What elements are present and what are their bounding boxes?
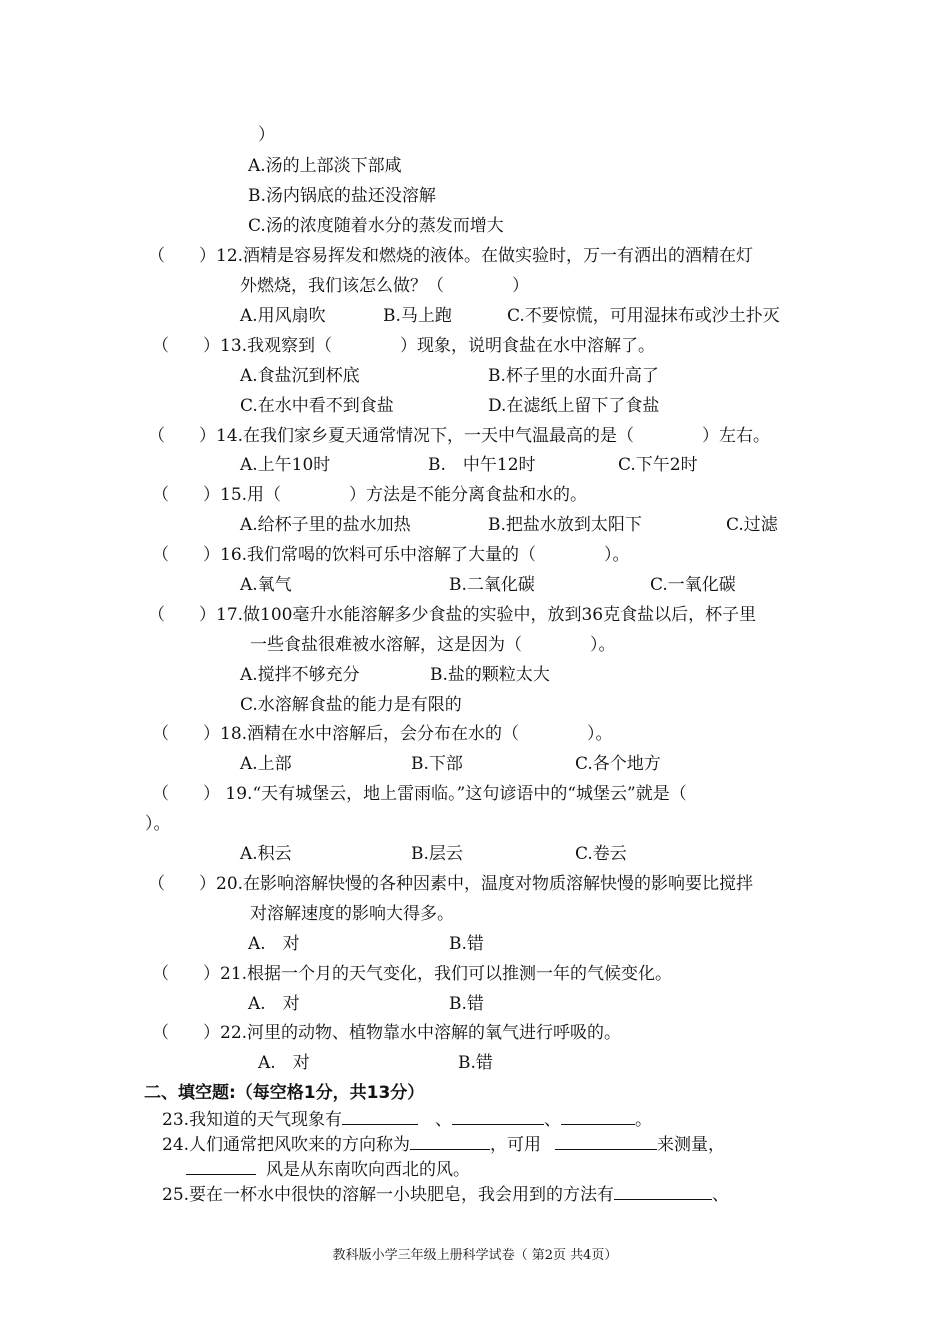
q12-option-b: B.马上跑 [383, 306, 452, 326]
q13-option-a: A.食盐沉到杯底 [240, 366, 360, 386]
q18-option-a: A.上部 [240, 754, 292, 774]
q11-option-c: C.汤的浓度随着水分的蒸发而增大 [248, 216, 504, 236]
q15-option-c: C.过滤 [726, 515, 778, 535]
q21-option-a: A. 对 [248, 994, 300, 1014]
q13-option-c: C.在水中看不到食盐 [240, 396, 394, 416]
q22-option-b: B.错 [458, 1053, 493, 1073]
q21-stem: （ ）21.根据一个月的天气变化，我们可以推测一年的气候变化。 [152, 964, 673, 984]
q20-option-b: B.错 [449, 934, 484, 954]
q11-option-b: B.汤内锅底的盐还没溶解 [248, 186, 436, 206]
q17-stem-cont: 一些食盐很难被水溶解，这是因为（ ）。 [250, 635, 616, 655]
page-footer: 教科版小学三年级上册科学试卷（ 第2页 共4页） [332, 1248, 618, 1263]
q15-stem: （ ）15.用（ ）方法是不能分离食盐和水的。 [152, 485, 588, 505]
q24-blank-1[interactable] [410, 1132, 490, 1150]
section-2-title: 二、填空题:（每空格1分，共13分） [144, 1083, 425, 1103]
q16-option-c: C.一氧化碳 [650, 575, 736, 595]
q14-option-b: B. 中午12时 [428, 455, 536, 475]
q12-option-c: C.不要惊慌，可用湿抹布或沙土扑灭 [507, 306, 780, 326]
q19-option-b: B.层云 [411, 844, 463, 864]
q24-line [162, 1132, 725, 1156]
q24-blank-3[interactable] [186, 1157, 256, 1175]
q20-option-a: A. 对 [248, 934, 300, 954]
q17-option-b: B.盐的颗粒太大 [430, 665, 550, 685]
q19-option-a: A.积云 [240, 844, 292, 864]
q16-option-a: A.氧气 [240, 575, 292, 595]
q22-option-a: A. 对 [258, 1053, 310, 1073]
q23-blank-1[interactable] [342, 1107, 418, 1125]
q23-stem: 23.我知道的天气现象有 [162, 1110, 343, 1130]
q13-option-b: B.杯子里的水面升高了 [488, 366, 659, 386]
q14-option-a: A.上午10时 [240, 455, 331, 475]
q20-stem: （ ）20.在影响溶解快慢的各种因素中，温度对物质溶解快慢的影响要比搅拌 [148, 874, 754, 894]
q21-option-b: B.错 [449, 994, 484, 1014]
q17-stem: （ ）17.做100毫升水能溶解多少食盐的实验中，放到36克食盐以后，杯子里 [148, 605, 757, 625]
q15-option-a: A.给杯子里的盐水加热 [240, 515, 411, 535]
q22-stem: （ ）22.河里的动物、植物靠水中溶解的氧气进行呼吸的。 [152, 1023, 622, 1043]
q16-option-b: B.二氧化碳 [449, 575, 535, 595]
q12-stem: （ ）12.酒精是容易挥发和燃烧的液体。在做实验时，万一有洒出的酒精在灯 [148, 246, 754, 266]
q14-option-c: C.下午2时 [618, 455, 698, 475]
q12-option-a: A.用风扇吹 [240, 306, 326, 326]
q11-option-a: A.汤的上部淡下部咸 [248, 156, 402, 176]
q24-stem: 24.人们通常把风吹来的方向称为 [162, 1135, 411, 1155]
q13-stem: （ ）13.我观察到（ ）现象，说明食盐在水中溶解了。 [152, 336, 656, 356]
q13-option-d: D.在滤纸上留下了食盐 [488, 396, 660, 416]
q18-option-c: C.各个地方 [575, 754, 661, 774]
q23-line [162, 1107, 652, 1131]
q11-paren-close: ） [258, 125, 275, 145]
q16-stem: （ ）16.我们常喝的饮料可乐中溶解了大量的（ ）。 [152, 545, 630, 565]
q25-line [162, 1182, 729, 1206]
q25-blank-1[interactable] [614, 1182, 712, 1200]
q24-post: 来测量， [657, 1135, 726, 1155]
q23-separator-1: 、 [418, 1110, 453, 1130]
q24-blank-2[interactable] [555, 1132, 657, 1150]
q24-line-2 [186, 1157, 470, 1181]
q15-option-b: B.把盐水放到太阳下 [488, 515, 642, 535]
q23-end: 。 [635, 1110, 653, 1130]
q17-option-c: C.水溶解食盐的能力是有限的 [240, 695, 462, 715]
q17-option-a: A.搅拌不够充分 [240, 665, 360, 685]
q25-end: 、 [712, 1185, 730, 1205]
q19-option-c: C.卷云 [575, 844, 627, 864]
q25-stem: 25.要在一杯水中很快的溶解一小块肥皂，我会用到的方法有 [162, 1185, 615, 1205]
q18-stem: （ ）18.酒精在水中溶解后，会分布在水的（ ）。 [152, 724, 613, 744]
q18-option-b: B.下部 [411, 754, 463, 774]
q24-stem-cont: 风是从东南吹向西北的风。 [266, 1160, 470, 1180]
q12-stem-cont: 外燃烧，我们该怎么做？（ ） [240, 276, 529, 296]
q23-blank-3[interactable] [561, 1107, 635, 1125]
q14-stem: （ ）14.在我们家乡夏天通常情况下，一天中气温最高的是（ ）左右。 [148, 426, 771, 446]
q24-mid: ，可用 [490, 1135, 542, 1155]
q20-stem-cont: 对溶解速度的影响大得多。 [250, 904, 454, 924]
q19-stem-cont: ）。 [145, 814, 171, 834]
q19-stem: （ ） 19.“天有城堡云，地上雷雨临。”这句谚语中的“城堡云”就是（ [152, 784, 687, 804]
q23-separator-2: 、 [544, 1110, 562, 1130]
q23-blank-2[interactable] [452, 1107, 544, 1125]
